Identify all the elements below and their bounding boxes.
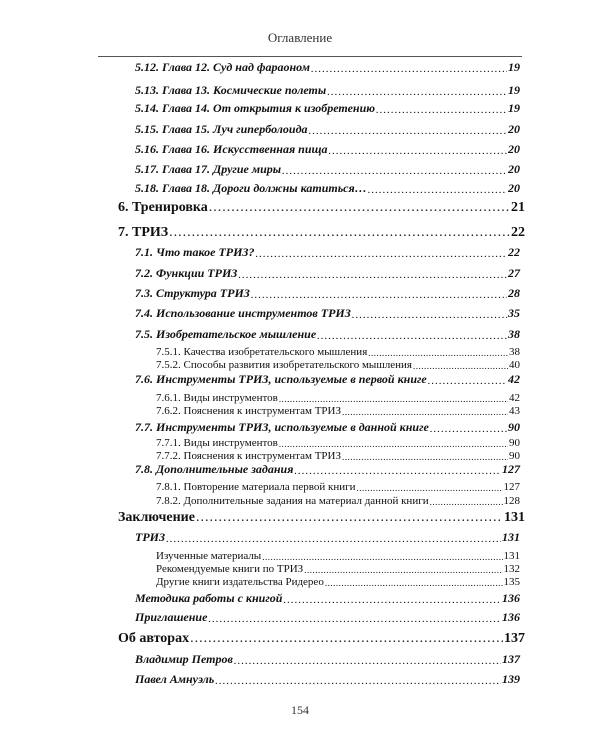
toc-entry-title: 7.3. Структура ТРИЗ (135, 286, 250, 300)
toc-entry-page-number: 132 (503, 563, 520, 575)
toc-entry-page-number: 20 (508, 122, 520, 136)
toc-entry-page-number: 131 (502, 530, 520, 544)
toc-entry-level-3 (156, 495, 520, 507)
toc-entry-title: 7. ТРИЗ (118, 225, 169, 240)
dot-leader (234, 655, 501, 667)
toc-entry-page-number: 38 (509, 346, 520, 358)
dot-leader (283, 594, 501, 606)
toc-entry-level-2 (135, 181, 520, 196)
toc-entry-title: 7.4. Использование инструментов ТРИЗ (135, 306, 351, 320)
toc-entry-level-2 (135, 60, 520, 75)
toc-entry-level-2 (135, 591, 520, 606)
dot-leader (430, 423, 507, 435)
toc-entry-level-1 (118, 631, 525, 647)
dot-leader (327, 86, 507, 98)
toc-entry-level-2 (135, 266, 520, 281)
toc-entry-title: Павел Амнуэль (135, 672, 215, 686)
toc-entry-page-number: 22 (511, 225, 525, 240)
dot-leader (256, 248, 507, 260)
toc-entry-title: Изученные материалы (156, 550, 262, 562)
toc-entry-level-2 (135, 101, 520, 116)
toc-entry-page-number: 135 (503, 576, 520, 588)
toc-entry-title: 7.7. Инструменты ТРИЗ, используемые в данной книге (135, 420, 429, 434)
toc-entry-page-number: 127 (503, 481, 520, 493)
toc-entry-level-2 (135, 122, 520, 137)
toc-entry-page-number: 35 (508, 306, 520, 320)
toc-entry-level-1 (118, 225, 525, 241)
toc-entry-title: Рекомендуемые книги по ТРИЗ (156, 563, 304, 575)
toc-entry-page-number: 42 (509, 392, 520, 404)
toc-entry-title: Владимир Петров (135, 652, 233, 666)
toc-entry-page-number: 21 (511, 200, 525, 215)
toc-entry-level-3 (156, 405, 520, 417)
toc-entry-page-number: 127 (502, 462, 520, 476)
dot-leader (309, 125, 507, 137)
dot-leader (413, 361, 508, 371)
toc-entry-title: 5.15. Глава 15. Луч гиперболоида (135, 122, 308, 136)
toc-entry-level-2 (135, 83, 520, 98)
toc-entry-level-3 (156, 392, 520, 404)
toc-entry-page-number: 128 (503, 495, 520, 507)
dot-leader (352, 309, 507, 321)
toc-entry-title: Приглашение (135, 610, 208, 624)
toc-entry-page-number: 38 (508, 327, 520, 341)
toc-entry-page-number: 20 (508, 181, 520, 195)
toc-entry-page-number: 90 (509, 450, 520, 462)
dot-leader (368, 348, 508, 358)
toc-entry-title: 7.6. Инструменты ТРИЗ, используемые в первой книге (135, 372, 427, 386)
toc-entry-page-number: 136 (502, 610, 520, 624)
toc-entry-page-number: 19 (508, 60, 520, 74)
toc-entry-level-2 (135, 372, 520, 387)
toc-entry-title: 7.6.1. Виды инструментов (156, 392, 278, 404)
toc-entry-level-2 (135, 652, 520, 667)
dot-leader (342, 452, 508, 462)
toc-entry-title: 5.14. Глава 14. От открытия к изобретению (135, 101, 376, 115)
toc-entry-title: 5.17. Глава 17. Другие миры (135, 162, 282, 176)
dot-leader (196, 510, 503, 526)
toc-entry-title: 5.12. Глава 12. Суд над фараоном (135, 60, 310, 74)
toc-entry-title: 7.6.2. Пояснения к инструментам ТРИЗ (156, 405, 341, 417)
toc-entry-page-number: 28 (508, 286, 520, 300)
dot-leader (329, 145, 508, 157)
toc-entry-title: 7.7.2. Пояснения к инструментам ТРИЗ (156, 450, 341, 462)
dot-leader (279, 394, 508, 404)
toc-entry-title: 6. Тренировка (118, 200, 208, 215)
toc-entry-level-3 (156, 359, 520, 371)
toc-entry-page-number: 19 (508, 101, 520, 115)
toc-entry-title: 5.18. Глава 18. Дороги должны катиться… (135, 181, 367, 195)
toc-entry-level-3 (156, 563, 520, 575)
toc-entry-level-3 (156, 437, 520, 449)
toc-entry-page-number: 43 (509, 405, 520, 417)
toc-entry-level-2 (135, 462, 520, 477)
toc-entry-title: 7.8.2. Дополнительные задания на материал данной книги (156, 495, 429, 507)
toc-entry-level-2 (135, 162, 520, 177)
dot-leader (208, 613, 501, 625)
toc-entry-level-2 (135, 530, 520, 545)
dot-leader (304, 565, 502, 575)
dot-leader (357, 483, 503, 493)
toc-entry-page-number: 139 (502, 672, 520, 686)
toc-entry-level-3 (156, 481, 520, 493)
dot-leader (215, 675, 501, 687)
toc-entry-level-2 (135, 672, 520, 687)
dot-leader (279, 439, 508, 449)
dot-leader (430, 497, 503, 507)
toc-entry-level-2 (135, 306, 520, 321)
dot-leader (282, 165, 507, 177)
dot-leader (238, 269, 507, 281)
dot-leader (325, 578, 503, 588)
toc-entry-level-2 (135, 327, 520, 342)
dot-leader (376, 104, 507, 116)
toc-entry-level-2 (135, 610, 520, 625)
dot-leader (317, 330, 507, 342)
toc-entry-title: 7.7.1. Виды инструментов (156, 437, 278, 449)
dot-leader (166, 533, 501, 545)
dot-leader (251, 289, 507, 301)
dot-leader (294, 465, 501, 477)
dot-leader (209, 200, 510, 216)
toc-entry-page-number: 136 (502, 591, 520, 605)
toc-entry-title: ТРИЗ (135, 530, 166, 544)
toc-entry-level-3 (156, 346, 520, 358)
toc-entry-page-number: 40 (509, 359, 520, 371)
dot-leader (368, 184, 507, 196)
toc-entry-title: 7.8.1. Повторение материала первой книги (156, 481, 356, 493)
toc-entry-page-number: 42 (508, 372, 520, 386)
toc-entry-page-number: 19 (508, 83, 520, 97)
toc-entry-page-number: 20 (508, 162, 520, 176)
toc-entry-level-1 (118, 200, 525, 216)
toc-entry-page-number: 27 (508, 266, 520, 280)
toc-entry-level-2 (135, 420, 520, 435)
toc-entry-level-2 (135, 286, 520, 301)
toc-entry-page-number: 20 (508, 142, 520, 156)
toc-entry-level-2 (135, 245, 520, 260)
dot-leader (169, 225, 510, 241)
toc-entry-title: 7.5. Изобретательское мышление (135, 327, 317, 341)
toc-entry-level-2 (135, 142, 520, 157)
toc-entry-page-number: 22 (508, 245, 520, 259)
toc-entry-title: Об авторах (118, 631, 190, 646)
toc-entry-page-number: 137 (504, 631, 525, 646)
toc-entry-title: 7.2. Функции ТРИЗ (135, 266, 238, 280)
toc-entry-title: 5.13. Глава 13. Космические полеты (135, 83, 327, 97)
toc-entry-title: 7.1. Что такое ТРИЗ? (135, 245, 255, 259)
toc-entry-page-number: 90 (508, 420, 520, 434)
toc-entry-page-number: 131 (504, 510, 525, 525)
dot-leader (342, 407, 508, 417)
running-header: Оглавление (267, 30, 333, 45)
toc-entry-title: 5.16. Глава 16. Искусственная пища (135, 142, 328, 156)
toc-entry-title: 7.5.1. Качества изобретательского мышления (156, 346, 368, 358)
toc-entry-level-1 (118, 510, 525, 526)
toc-entry-page-number: 131 (503, 550, 520, 562)
toc-entry-title: 7.5.2. Способы развития изобретательского мышления (156, 359, 412, 371)
header-rule (98, 56, 522, 57)
page-number: 154 (291, 703, 309, 717)
toc-entry-level-3 (156, 576, 520, 588)
toc-entry-page-number: 90 (509, 437, 520, 449)
dot-leader (428, 375, 507, 387)
dot-leader (190, 631, 503, 647)
toc-entry-page-number: 137 (502, 652, 520, 666)
toc-entry-title: 7.8. Дополнительные задания (135, 462, 294, 476)
toc-entry-title: Методика работы с книгой (135, 591, 283, 605)
dot-leader (262, 552, 502, 562)
toc-entry-title: Другие книги издательства Ридерео (156, 576, 324, 588)
toc-entry-level-3 (156, 450, 520, 462)
toc-entry-title: Заключение (118, 510, 195, 525)
toc-entry-level-3 (156, 550, 520, 562)
dot-leader (311, 63, 507, 75)
